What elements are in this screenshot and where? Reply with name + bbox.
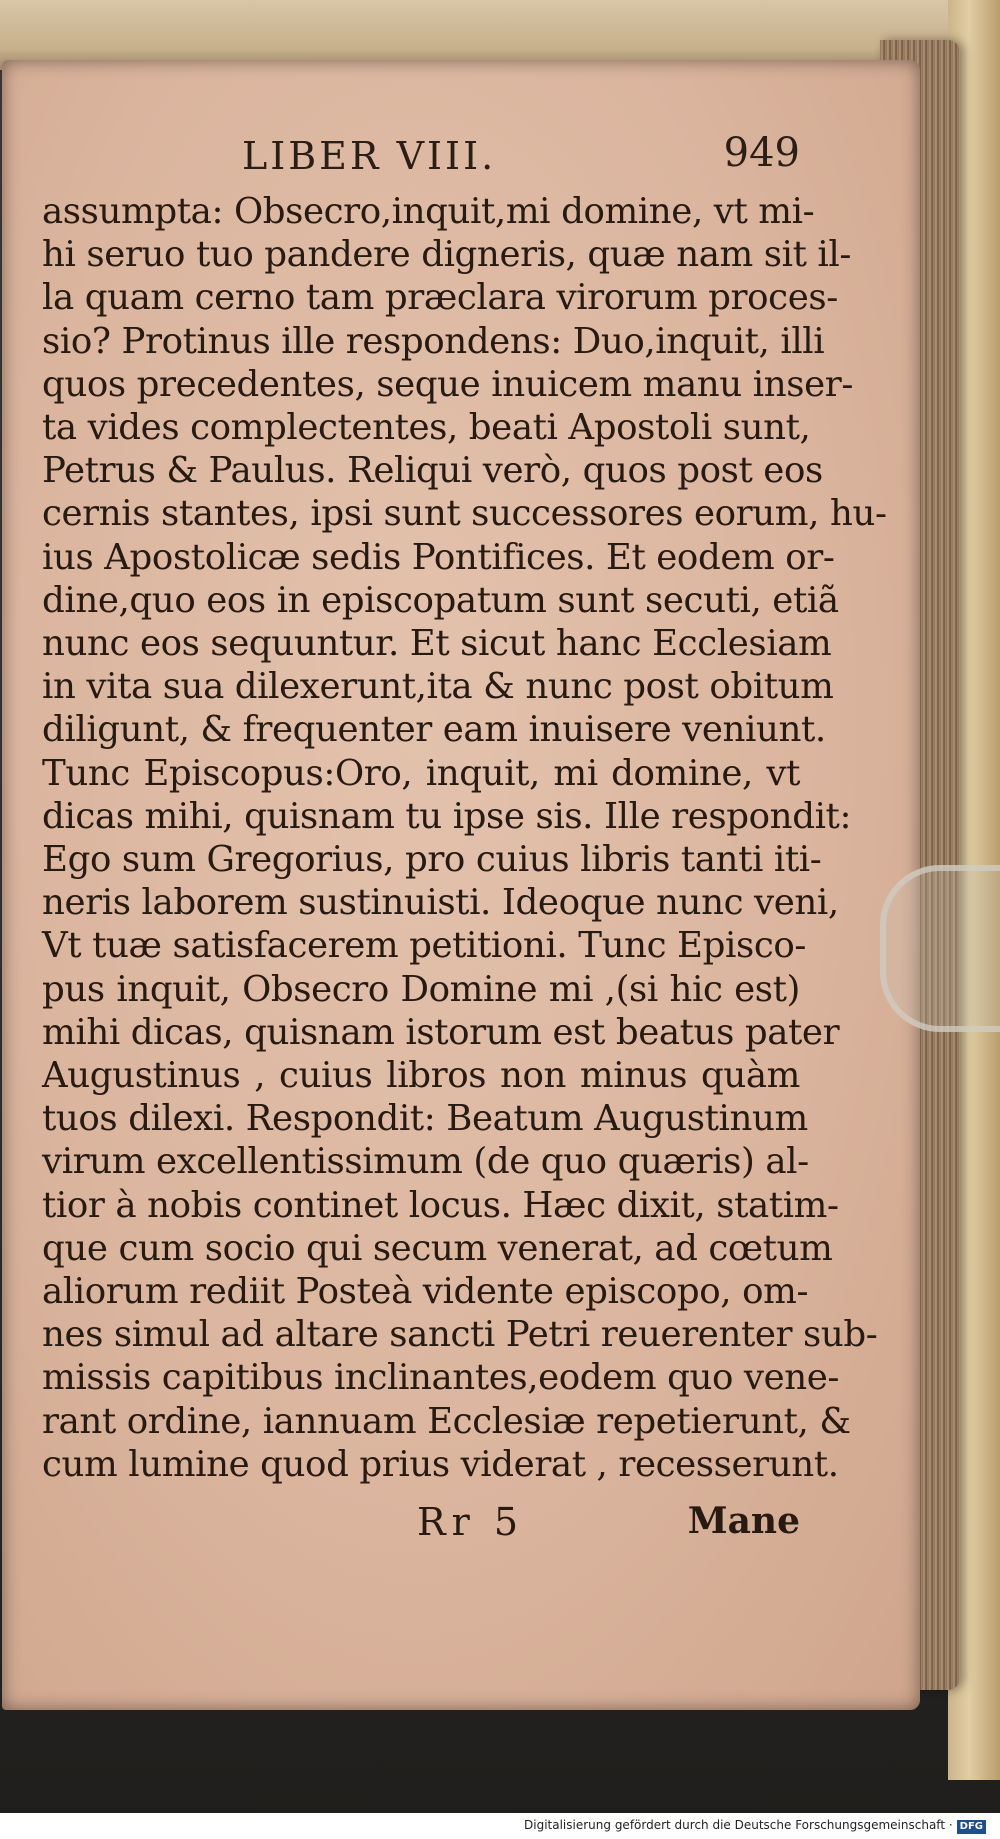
text-line: Vt tuæ satisfacerem petitioni. Tunc Episco- xyxy=(42,925,806,967)
text-line: pus inquit, Obsecro Domine mi ,(si hic est) xyxy=(42,968,800,1010)
text-line: Petrus & Paulus. Reliqui verò, quos post eos xyxy=(42,450,823,492)
text-line: ius Apostolicæ sedis Pontifices. Et eodem or- xyxy=(42,536,835,578)
text-line: in vita sua dilexerunt,ita & nunc post obitum xyxy=(42,666,834,708)
text-line: Tunc Episcopus:Oro, inquit, mi domine, vt xyxy=(42,752,800,794)
text-line: diligunt, & frequenter eam inuisere veniunt. xyxy=(42,709,826,751)
credit-label: Digitalisierung gefördert durch die Deutsche Forschungsgemeinschaft · xyxy=(524,1818,953,1832)
running-head: LIBER VIII. xyxy=(242,134,497,178)
text-line: assumpta: Obsecro,inquit,mi domine, vt mi- xyxy=(42,191,815,232)
text-line: cernis stantes, ipsi sunt successores eorum, hu- xyxy=(42,493,887,535)
text-line: neris laborem sustinuisti. Ideoque nunc veni, xyxy=(42,882,839,924)
page-header xyxy=(42,130,800,190)
text-line: missis capitibus inclinantes,eodem quo vene- xyxy=(42,1357,840,1399)
page-content xyxy=(42,130,887,1560)
book-page xyxy=(2,60,920,1710)
dfg-logo-icon: DFG xyxy=(957,1820,986,1834)
text-line: ta vides complectentes, beati Apostoli sunt, xyxy=(42,407,811,449)
text-line: nes simul ad altare sancti Petri reuerenter sub- xyxy=(42,1314,878,1356)
credit-strip xyxy=(0,1813,1000,1839)
text-line: dicas mihi, quisnam tu ipse sis. Ille respondit: xyxy=(42,795,852,837)
text-line: mihi dicas, quisnam istorum est beatus pater xyxy=(42,1011,840,1053)
text-line: rant ordine, iannuam Ecclesiæ repetierunt, & xyxy=(42,1400,851,1442)
text-line: tuos dilexi. Respondit: Beatum Augustinum xyxy=(42,1098,808,1140)
text-line: dine,quo eos in episcopatum sunt secuti, etiã xyxy=(42,579,839,621)
text-line: nunc eos sequuntur. Et sicut hanc Ecclesiam xyxy=(42,623,832,665)
text-line: Augustinus , cuius libros non minus quàm xyxy=(42,1055,800,1097)
text-line: cum lumine quod prius viderat , recesserunt. xyxy=(42,1443,839,1485)
page-footer xyxy=(42,1500,800,1560)
text-line: sio? Protinus ille respondens: Duo,inquit, illi xyxy=(42,320,825,362)
text-line: que cum socio qui secum venerat, ad cœtum xyxy=(42,1227,833,1269)
text-line: hi seruo tuo pandere digneris, quæ nam sit il- xyxy=(42,234,852,276)
signature-mark: Rr 5 xyxy=(417,1500,525,1545)
credit-text xyxy=(524,1818,986,1834)
text-line: aliorum rediit Posteà vidente episcopo, om- xyxy=(42,1271,809,1313)
text-line: Ego sum Gregorius, pro cuius libris tanti iti- xyxy=(42,839,822,881)
text-line: tior à nobis continet locus. Hæc dixit, statim- xyxy=(42,1184,839,1226)
text-line: la quam cerno tam præclara virorum proces- xyxy=(42,277,838,319)
body-text xyxy=(42,190,887,1486)
text-line: quos precedentes, seque inuicem manu inser- xyxy=(42,363,853,405)
text-line: virum excellentissimum (de quo quæris) al- xyxy=(42,1141,809,1183)
page-clip xyxy=(880,865,1000,1032)
page-number: 949 xyxy=(723,130,800,176)
catchword: Mane xyxy=(687,1500,800,1543)
